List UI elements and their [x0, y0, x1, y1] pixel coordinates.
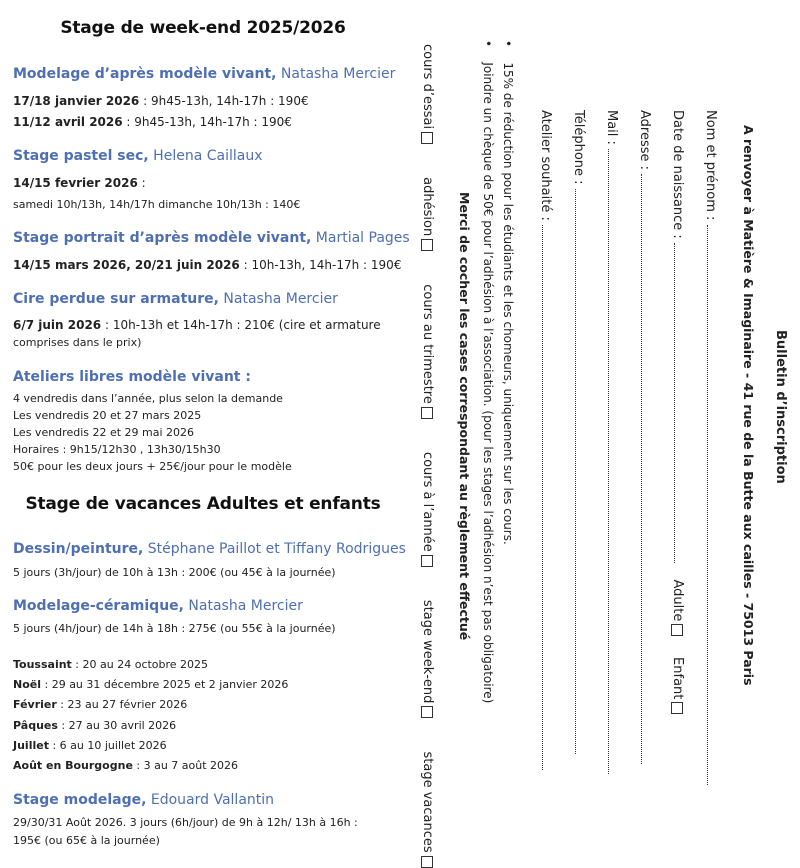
period: Pâques : 27 au 30 avril 2026: [13, 719, 177, 732]
option-cours-trimestre[interactable]: cours au trimestre: [420, 284, 435, 419]
adulte-checkbox[interactable]: [672, 624, 684, 636]
form-address: A renvoyer à Matière & Imaginaire - 41 rue de la Butte aux cailles - 75013 Paris: [741, 125, 756, 686]
stage-detail: 5 jours (3h/jour) de 10h à 13h : 200€ (ou 45€ à la journée): [13, 566, 336, 579]
option-stage-vacances[interactable]: stage vacances: [420, 751, 435, 867]
period: Février : 23 au 27 février 2026: [13, 698, 188, 711]
mail-field[interactable]: Mail :: [604, 110, 621, 774]
stage-date: 11/12 avril 2026 : 9h45-13h, 14h-17h : 190€: [13, 115, 292, 129]
atelier-field[interactable]: Atelier souhaité :: [538, 110, 555, 770]
payment-options: [420, 44, 435, 868]
stage-detail: 29/30/31 Août 2026. 3 jours (6h/jour) de 9h à 12h/ 13h à 16h :: [13, 816, 358, 829]
stage-date: 6/7 juin 2026 : 10h-13h et 14h-17h : 210€ (cire et armature: [13, 318, 381, 332]
period: Août en Bourgogne : 3 au 7 août 2026: [13, 759, 239, 772]
bullet-cheque: • Joindre un chèque de 50€ pour l’adhésion à l’association. (pour les stages l’adhésion n’est pas obligatoire): [481, 40, 495, 704]
stage-title: Cire perdue sur armature, Natasha Mercier: [13, 291, 338, 307]
period: Noël : 29 au 31 décembre 2025 et 2 janvier 2026: [13, 678, 289, 691]
stage-detail: Les vendredis 22 et 29 mai 2026: [13, 426, 195, 439]
period: Toussaint : 20 au 24 octobre 2025: [13, 658, 209, 671]
form-title: Bulletin d’inscription: [773, 330, 788, 484]
option-adhesion[interactable]: adhésion: [420, 177, 435, 251]
stage-title: Modelage d’après modèle vivant, Natasha Mercier: [13, 66, 396, 82]
left-column: [13, 0, 410, 856]
weekend-heading: Stage de week-end 2025/2026: [60, 18, 346, 38]
option-cours-annee[interactable]: cours à l’année: [420, 452, 435, 567]
option-stage-weekend[interactable]: stage week-end: [420, 600, 435, 719]
stage-title: Modelage-céramique, Natasha Mercier: [13, 598, 303, 614]
merci-text: Merci de cocher les cases correspondant au règlement effectué: [457, 192, 472, 641]
telephone-field[interactable]: Téléphone :: [571, 110, 588, 754]
stage-title: Ateliers libres modèle vivant :: [13, 369, 251, 385]
adresse-field[interactable]: Adresse :: [637, 110, 654, 764]
bullet-reduction: • 15% de réduction pour les étudiants et les chomeurs, uniquement sur les cours.: [501, 40, 515, 545]
stage-detail: samedi 10h/13h, 14h/17h dimanche 10h/13h : 140€: [13, 198, 301, 211]
stage-title: Stage modelage, Edouard Vallantin: [13, 792, 275, 808]
name-field[interactable]: Nom et prénom :: [703, 110, 720, 785]
stage-detail: Les vendredis 20 et 27 mars 2025: [13, 409, 202, 422]
birth-field[interactable]: Date de naissance : Adulte Enfant: [670, 110, 687, 714]
stage-date: 17/18 janvier 2026 : 9h45-13h, 14h-17h : 190€: [13, 94, 309, 108]
stage-detail: 4 vendredis dans l’année, plus selon la demande: [13, 392, 283, 405]
period: Juillet : 6 au 10 juillet 2026: [13, 739, 167, 752]
stage-date: 14/15 mars 2026, 20/21 juin 2026 : 10h-13h, 14h-17h : 190€: [13, 258, 402, 272]
stage-title: Stage portrait d’après modèle vivant, Martial Pages: [13, 230, 410, 246]
option-cours-essai[interactable]: cours d’essai: [420, 44, 435, 144]
registration-form: [398, 0, 800, 856]
stage-detail: comprises dans le prix): [13, 336, 142, 349]
stage-detail: Horaires : 9h15/12h30 , 13h30/15h30: [13, 443, 221, 456]
stage-detail: 5 jours (4h/jour) de 14h à 18h : 275€ (ou 55€ à la journée): [13, 622, 336, 635]
enfant-checkbox[interactable]: [672, 702, 684, 714]
vacances-heading: Stage de vacances Adultes et enfants: [25, 494, 381, 514]
stage-title: Stage pastel sec, Helena Caillaux: [13, 148, 263, 164]
stage-title: Dessin/peinture, Stéphane Paillot et Tiffany Rodrigues: [13, 541, 406, 557]
stage-detail: 50€ pour les deux jours + 25€/jour pour le modèle: [13, 460, 292, 473]
stage-detail: 195€ (ou 65€ à la journée): [13, 834, 160, 847]
stage-date: 14/15 fevrier 2026 :: [13, 176, 146, 190]
